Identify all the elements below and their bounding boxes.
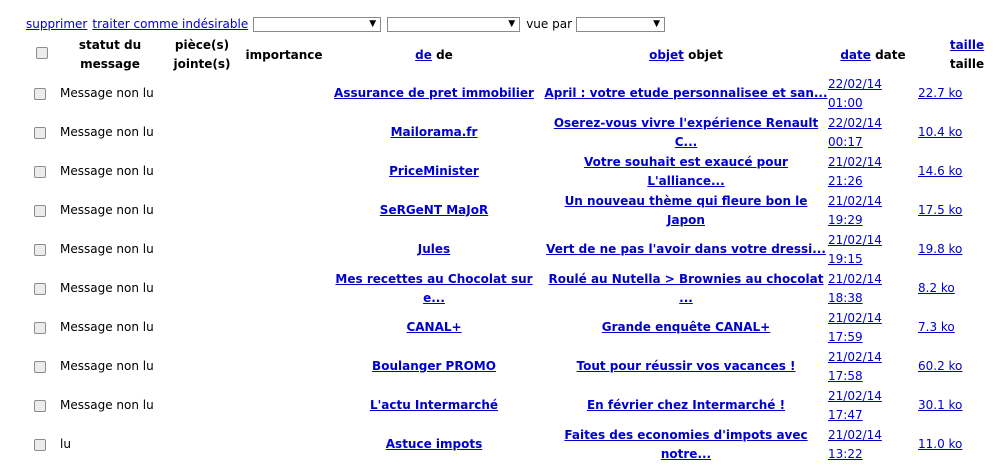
size-cell [918,74,999,113]
date-cell [828,113,918,152]
chevron-down-icon: ▼ [653,18,661,29]
size-link[interactable]: 8.2 ko [918,281,955,295]
table-row [26,152,999,191]
message-status: lu [60,437,71,451]
sender-link[interactable]: Mailorama.fr [390,125,478,139]
size-cell [918,230,999,269]
size-cell [918,308,999,347]
row-checkbox[interactable] [34,439,46,451]
subject-link[interactable]: Votre souhait est exaucé pour L'alliance... [584,154,788,188]
table-row [26,425,999,464]
message-status: Message non lu [60,203,154,217]
date-cell [828,191,918,230]
size-link[interactable]: 7.3 ko [918,320,955,334]
message-status: Message non lu [60,320,154,334]
size-cell [918,425,999,464]
importance-cell [244,74,324,113]
sender-link[interactable]: CANAL+ [406,320,462,334]
subject-cell [544,386,828,425]
row-checkbox-cell [26,152,60,191]
message-status: Message non lu [60,281,154,295]
subject-link[interactable]: Grande enquête CANAL+ [601,320,771,334]
sender-cell [324,347,544,386]
sender-cell [324,74,544,113]
importance-cell [244,308,324,347]
sender-cell [324,425,544,464]
size-link[interactable]: 60.2 ko [918,359,963,373]
sender-link[interactable]: Mes recettes au Chocolat sur e... [335,271,533,305]
table-row [26,269,999,308]
importance-cell [244,113,324,152]
attachment-cell [160,152,244,191]
delete-link[interactable]: supprimer [26,17,88,31]
sender-cell [324,308,544,347]
attachment-cell [160,269,244,308]
size-cell [918,347,999,386]
subject-link[interactable]: En février chez Intermarché ! [586,398,786,412]
message-table [26,36,999,464]
subject-cell [544,269,828,308]
importance-header: importance [245,47,323,62]
row-checkbox-cell [26,386,60,425]
sender-cell [324,269,544,308]
subject-link[interactable]: Roulé au Nutella > Brownies au chocolat ... [548,271,824,305]
message-status: Message non lu [60,242,154,256]
toolbar [26,14,671,34]
time-link[interactable]: 00:17 [828,134,863,149]
size-link[interactable]: 30.1 ko [918,398,963,412]
size-header-label: taille [949,57,985,71]
message-status: Message non lu [60,86,154,100]
date-link[interactable]: 21/02/14 [828,154,882,169]
row-checkbox[interactable] [34,205,46,217]
time-link[interactable]: 21:26 [828,173,863,188]
date-cell [828,425,918,464]
size-cell [918,113,999,152]
subject-cell [544,113,828,152]
size-cell [918,152,999,191]
sender-link[interactable]: Astuce impots [385,437,483,451]
sort-by-date-link[interactable]: date [840,47,871,62]
table-row [26,386,999,425]
message-status: Message non lu [60,359,154,373]
size-link[interactable]: 17.5 ko [918,203,963,217]
attachment-cell [160,308,244,347]
size-link[interactable]: 19.8 ko [918,242,963,256]
sender-cell [324,152,544,191]
time-link[interactable]: 19:29 [828,212,863,227]
select-all-cell [26,36,60,74]
subject-cell [544,74,828,113]
size-link[interactable]: 11.0 ko [918,437,963,451]
subject-cell [544,425,828,464]
sender-cell [324,230,544,269]
row-checkbox[interactable] [34,322,46,334]
date-link[interactable]: 21/02/14 [828,349,882,364]
date-cell [828,152,918,191]
attachment-cell [160,425,244,464]
importance-cell [244,386,324,425]
subject-link[interactable]: Vert de ne pas l'avoir dans votre dressi... [546,242,826,256]
importance-cell [244,269,324,308]
date-link[interactable]: 21/02/14 [828,388,882,403]
date-cell [828,74,918,113]
table-row [26,74,999,113]
attachment-cell [160,191,244,230]
size-cell [918,269,999,308]
size-link[interactable]: 10.4 ko [918,125,963,139]
table-row [26,308,999,347]
mark-spam-link[interactable]: traiter comme indésirable [92,17,249,31]
sender-link[interactable]: SeRGeNT MaJoR [379,203,489,217]
attachment-cell [160,230,244,269]
row-checkbox[interactable] [34,361,46,373]
attachment-cell [160,347,244,386]
from-header [324,36,544,74]
chevron-down-icon: ▼ [369,18,377,29]
time-link[interactable]: 01:00 [828,95,863,110]
date-cell [828,308,918,347]
importance-cell [244,191,324,230]
subject-link[interactable]: April : votre etude personnalisee et san... [544,86,828,100]
row-checkbox-cell [26,113,60,152]
date-cell [828,230,918,269]
table-row [26,230,999,269]
attachment-header: pièce(s) jointe(s) [173,38,231,71]
sort-by-size-link[interactable]: taille [949,38,985,52]
table-row [26,347,999,386]
sort-by-from-link[interactable]: de [415,47,432,62]
sort-by-subject-link[interactable]: objet [649,47,684,62]
subject-header [544,36,828,74]
subject-cell [544,347,828,386]
importance-cell [244,152,324,191]
folder-select[interactable] [253,17,381,32]
row-checkbox[interactable] [34,88,46,100]
date-header-label: date [875,47,906,62]
subject-cell [544,230,828,269]
attachment-cell [160,74,244,113]
row-checkbox[interactable] [34,244,46,256]
select-all-checkbox[interactable] [36,47,48,59]
size-link[interactable]: 14.6 ko [918,164,963,178]
sender-cell [324,386,544,425]
date-link[interactable]: 21/02/14 [828,427,882,442]
row-checkbox[interactable] [34,166,46,178]
attachment-cell [160,113,244,152]
view-select[interactable] [576,17,665,32]
date-link[interactable]: 22/02/14 [828,76,882,91]
row-checkbox-cell [26,308,60,347]
sender-cell [324,191,544,230]
subject-link[interactable]: Faites des economies d'impots avec notre... [564,427,808,461]
importance-cell [244,347,324,386]
table-row [26,113,999,152]
sender-link[interactable]: PriceMinister [389,164,479,178]
size-cell [918,386,999,425]
date-link[interactable]: 21/02/14 [828,271,882,286]
size-link[interactable]: 22.7 ko [918,86,963,100]
sender-link[interactable]: Assurance de pret immobilier [334,86,534,100]
status-header: statut du message [78,38,142,71]
date-cell [828,386,918,425]
time-link[interactable]: 13:22 [828,446,863,461]
sender-cell [324,113,544,152]
date-header [828,36,918,74]
subject-cell [544,152,828,191]
chevron-down-icon: ▼ [508,18,516,29]
date-cell [828,347,918,386]
row-checkbox[interactable] [34,283,46,295]
row-checkbox-cell [26,425,60,464]
sender-link[interactable]: L'actu Intermarché [369,398,499,412]
row-checkbox-cell [26,347,60,386]
subject-cell [544,191,828,230]
message-status: Message non lu [60,164,154,178]
subject-link[interactable]: Oserez-vous vivre l'expérience Renault C... [553,115,819,149]
subject-link[interactable]: Tout pour réussir vos vacances ! [576,359,796,373]
message-status: Message non lu [60,125,154,139]
time-link[interactable]: 17:59 [828,329,863,344]
time-link[interactable]: 18:38 [828,290,863,305]
row-checkbox[interactable] [34,400,46,412]
date-link[interactable]: 22/02/14 [828,115,882,130]
date-cell [828,269,918,308]
subject-header-label: objet [688,47,723,62]
date-link[interactable]: 21/02/14 [828,193,882,208]
time-link[interactable]: 17:58 [828,368,863,383]
message-status: Message non lu [60,398,154,412]
action-select[interactable] [387,17,520,32]
size-cell [918,191,999,230]
subject-cell [544,308,828,347]
attachment-cell [160,386,244,425]
row-checkbox-cell [26,191,60,230]
table-header-row [26,36,999,74]
row-checkbox-cell [26,230,60,269]
view-by-label: vue par [526,17,573,31]
table-row [26,191,999,230]
row-checkbox[interactable] [34,127,46,139]
from-header-label: de [436,47,453,62]
size-header [918,36,999,74]
date-link[interactable]: 21/02/14 [828,232,882,247]
importance-cell [244,425,324,464]
date-link[interactable]: 21/02/14 [828,310,882,325]
time-link[interactable]: 17:47 [828,407,863,422]
time-link[interactable]: 19:15 [828,251,863,266]
row-checkbox-cell [26,269,60,308]
sender-link[interactable]: Jules [417,242,451,256]
subject-link[interactable]: Un nouveau thème qui fleure bon le Japon [564,193,808,227]
row-checkbox-cell [26,74,60,113]
sender-link[interactable]: Boulanger PROMO [372,359,496,373]
importance-cell [244,230,324,269]
